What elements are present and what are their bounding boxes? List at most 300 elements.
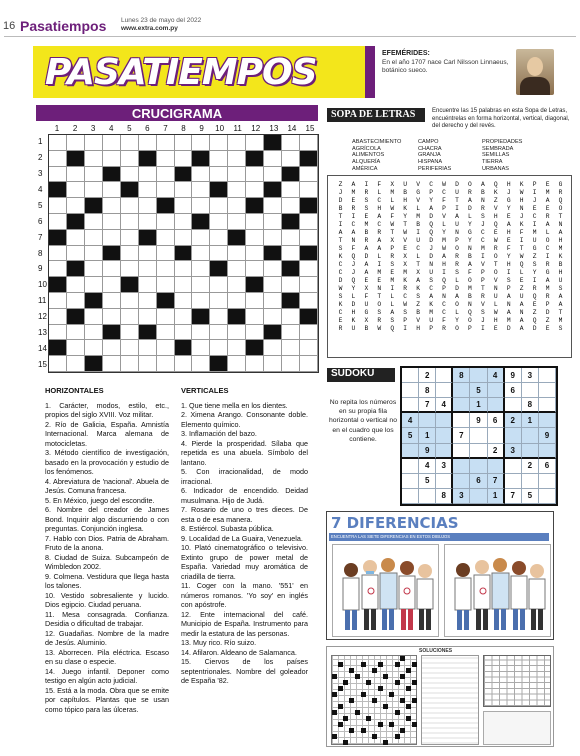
word-search-letter[interactable]: Q [429,229,433,236]
word-search-letter[interactable]: L [377,253,382,260]
word-search-letter[interactable]: K [519,181,524,188]
word-search-letter[interactable]: A [468,261,472,268]
word-search-letter[interactable]: Q [532,317,537,324]
word-search-letter[interactable]: F [468,269,472,276]
word-search-letter[interactable]: B [364,325,369,332]
crossword-cell[interactable] [67,325,85,341]
crossword-cell[interactable] [175,356,193,372]
word-search-letter[interactable]: C [338,269,343,276]
word-search-letter[interactable]: Q [493,181,498,188]
word-search-letter[interactable]: K [429,301,433,308]
word-search-letter[interactable]: D [429,213,433,220]
crossword-cell[interactable] [228,261,246,277]
word-search-letter[interactable]: O [558,205,563,212]
word-search-letter[interactable]: E [493,229,498,236]
sudoku-empty-cell[interactable] [470,428,487,443]
word-search-letter[interactable]: S [429,277,433,284]
crossword-cell[interactable] [139,261,157,277]
crossword-cell[interactable] [175,182,193,198]
word-search-letter[interactable]: F [351,245,356,252]
word-search-letter[interactable]: R [480,205,485,212]
crossword-cell[interactable] [300,356,318,372]
crossword-cell[interactable] [139,214,157,230]
word-search-letter[interactable]: A [545,221,550,228]
crossword-cell[interactable] [121,340,139,356]
word-search-letter[interactable]: R [532,285,537,292]
sudoku-empty-cell[interactable] [402,459,419,474]
crossword-cell[interactable] [210,340,228,356]
crossword-cell[interactable] [264,309,282,325]
crossword-cell[interactable] [67,356,85,372]
crossword-cell[interactable] [157,230,175,246]
word-search-letter[interactable]: V [480,261,485,268]
word-search-letter[interactable]: A [364,245,369,252]
crossword-cell[interactable] [228,182,246,198]
word-search-letter[interactable]: M [558,317,563,324]
word-search-letter[interactable]: Z [519,285,524,292]
word-search-letter[interactable]: T [558,213,563,220]
crossword-cell[interactable] [49,135,67,151]
sudoku-empty-cell[interactable] [436,368,453,383]
crossword-cell[interactable] [139,198,157,214]
word-search-letter[interactable]: A [519,301,524,308]
crossword-cell[interactable] [228,293,246,309]
word-search-letter[interactable]: W [519,253,524,260]
word-search-letter[interactable]: R [377,317,382,324]
word-search-letter[interactable]: R [390,253,395,260]
crossword-cell[interactable] [103,214,121,230]
word-search-letter[interactable]: L [442,221,446,228]
word-search-letter[interactable]: M [429,309,433,316]
crossword-cell[interactable] [175,261,193,277]
word-search-letter[interactable]: X [364,285,369,292]
word-search-letter[interactable]: I [377,261,382,268]
word-search-letter[interactable]: D [455,285,459,292]
crossword-cell[interactable] [210,293,228,309]
crossword-cell[interactable] [210,151,228,167]
word-search-letter[interactable]: F [506,245,511,252]
word-search-letter[interactable]: P [480,269,485,276]
word-search-letter[interactable]: G [506,197,511,204]
sudoku-empty-cell[interactable] [419,489,436,504]
crossword-cell[interactable] [264,167,282,183]
crossword-cell[interactable] [264,293,282,309]
word-search-letter[interactable]: L [351,293,356,300]
crossword-cell[interactable] [246,246,264,262]
word-search-letter[interactable]: B [480,189,485,196]
word-search-letter[interactable]: M [442,237,446,244]
crossword-cell[interactable] [175,230,193,246]
word-search-letter[interactable]: X [403,261,408,268]
sudoku-empty-cell[interactable] [436,474,453,489]
word-search-letter[interactable]: H [377,205,382,212]
crossword-cell[interactable] [264,277,282,293]
word-search-letter[interactable]: L [493,301,498,308]
word-search-letter[interactable]: I [442,269,446,276]
word-search-letter[interactable]: O [455,301,459,308]
word-search-letter[interactable]: E [403,245,408,252]
crossword-cell[interactable] [67,198,85,214]
crossword-cell[interactable] [157,135,175,151]
crossword-cell[interactable] [282,356,300,372]
sudoku-empty-cell[interactable] [488,459,505,474]
word-search-letter[interactable]: S [558,325,563,332]
sudoku-empty-cell[interactable] [453,383,470,398]
word-search-letter[interactable]: B [338,205,343,212]
sudoku-empty-cell[interactable] [402,489,419,504]
word-search-letter[interactable]: H [506,181,511,188]
word-search-letter[interactable]: R [442,325,446,332]
word-search-letter[interactable]: E [545,325,550,332]
crossword-cell[interactable] [103,293,121,309]
crossword-cell[interactable] [121,151,139,167]
crossword-cell[interactable] [210,309,228,325]
word-search-letter[interactable]: B [468,293,472,300]
word-search-letter[interactable]: X [403,253,408,260]
crossword-cell[interactable] [282,230,300,246]
crossword-cell[interactable] [49,214,67,230]
word-search-letter[interactable]: S [480,309,485,316]
word-search-letter[interactable]: A [468,197,472,204]
word-search-letter[interactable]: C [351,221,356,228]
crossword-cell[interactable] [85,309,103,325]
crossword-cell[interactable] [85,135,103,151]
sudoku-empty-cell[interactable] [453,398,470,413]
word-search-letter[interactable]: D [532,325,537,332]
word-search-letter[interactable]: J [351,269,356,276]
crossword-cell[interactable] [121,325,139,341]
crossword-cell[interactable] [210,198,228,214]
word-search-letter[interactable]: D [455,181,459,188]
word-search-letter[interactable]: O [493,269,498,276]
word-search-letter[interactable]: L [390,197,395,204]
word-search-letter[interactable]: M [416,213,421,220]
sudoku-empty-cell[interactable] [522,474,539,489]
word-search-letter[interactable]: S [364,197,369,204]
crossword-cell[interactable] [103,340,121,356]
word-search-letter[interactable]: Q [429,221,433,228]
crossword-cell[interactable] [246,182,264,198]
crossword-cell[interactable] [85,261,103,277]
word-search-letter[interactable]: I [532,277,537,284]
word-search-letter[interactable]: N [506,301,511,308]
crossword-cell[interactable] [210,246,228,262]
crossword-cell[interactable] [121,198,139,214]
word-search-letter[interactable]: R [545,213,550,220]
crossword-cell[interactable] [175,198,193,214]
word-search-letter[interactable]: Y [403,213,408,220]
sudoku-empty-cell[interactable] [402,368,419,383]
crossword-cell[interactable] [121,261,139,277]
word-search-letter[interactable]: Z [416,301,421,308]
word-search-letter[interactable]: I [480,253,485,260]
word-search-letter[interactable]: O [468,277,472,284]
word-search-letter[interactable]: H [493,213,498,220]
word-search-letter[interactable]: F [519,229,524,236]
word-search-letter[interactable]: L [455,309,459,316]
word-search-letter[interactable]: G [364,309,369,316]
word-search-letter[interactable]: H [506,229,511,236]
crossword-cell[interactable] [121,167,139,183]
sudoku-empty-cell[interactable] [436,413,453,428]
crossword-cell[interactable] [85,182,103,198]
crossword-cell[interactable] [246,261,264,277]
word-search-letter[interactable]: C [416,245,421,252]
crossword-cell[interactable] [300,277,318,293]
crossword-cell[interactable] [282,135,300,151]
crossword-cell[interactable] [67,230,85,246]
word-search-letter[interactable]: Y [442,229,446,236]
crossword-cell[interactable] [300,293,318,309]
word-search-letter[interactable]: R [364,189,369,196]
crossword-cell[interactable] [228,167,246,183]
word-search-letter[interactable]: R [493,245,498,252]
crossword-cell[interactable] [300,135,318,151]
word-search-letter[interactable]: Z [545,317,550,324]
word-search-letter[interactable]: U [351,325,356,332]
crossword-cell[interactable] [139,167,157,183]
sudoku-empty-cell[interactable] [402,444,419,459]
crossword-cell[interactable] [192,230,210,246]
word-search-letter[interactable]: A [506,293,511,300]
word-search-letter[interactable]: A [558,229,563,236]
word-search-letter[interactable]: K [351,317,356,324]
crossword-cell[interactable] [246,167,264,183]
word-search-letter[interactable]: W [493,309,498,316]
word-search-letter[interactable]: D [338,277,343,284]
word-search-letter[interactable]: A [364,269,369,276]
word-search-letter[interactable]: Z [493,197,498,204]
crossword-cell[interactable] [192,167,210,183]
word-search-letter[interactable]: G [545,269,550,276]
word-search-letter[interactable]: X [416,269,421,276]
crossword-cell[interactable] [139,309,157,325]
crossword-cell[interactable] [192,198,210,214]
word-search-letter[interactable]: F [390,213,395,220]
word-search-letter[interactable]: A [377,245,382,252]
crossword-cell[interactable] [282,277,300,293]
crossword-cell[interactable] [49,325,67,341]
word-search-letter[interactable]: C [442,189,446,196]
crossword-cell[interactable] [246,230,264,246]
word-search-letter[interactable]: W [403,229,408,236]
crossword-cell[interactable] [175,293,193,309]
crossword-cell[interactable] [139,246,157,262]
crossword-cell[interactable] [282,325,300,341]
word-search-letter[interactable]: Q [390,325,395,332]
crossword-cell[interactable] [246,214,264,230]
word-search-letter[interactable]: I [416,229,421,236]
sudoku-empty-cell[interactable] [539,383,556,398]
crossword-cell[interactable] [175,277,193,293]
word-search-letter[interactable]: J [338,189,343,196]
word-search-letter[interactable]: C [442,309,446,316]
crossword-cell[interactable] [210,230,228,246]
sudoku-empty-cell[interactable] [539,368,556,383]
word-search-letter[interactable]: K [519,221,524,228]
word-search-letter[interactable]: R [480,293,485,300]
word-search-letter[interactable]: P [390,245,395,252]
crossword-cell[interactable] [210,277,228,293]
word-search-letter[interactable]: A [480,181,485,188]
word-search-letter[interactable]: T [480,285,485,292]
crossword-cell[interactable] [175,135,193,151]
crossword-cell[interactable] [85,214,103,230]
word-search-letter[interactable]: S [506,277,511,284]
crossword-cell[interactable] [157,151,175,167]
crossword-cell[interactable] [49,167,67,183]
sudoku-empty-cell[interactable] [402,474,419,489]
word-search-letter[interactable]: S [403,309,408,316]
word-search-letter[interactable]: W [493,237,498,244]
header-url[interactable]: www.extra.com.py [121,25,178,32]
crossword-cell[interactable] [103,261,121,277]
crossword-cell[interactable] [85,340,103,356]
sudoku-empty-cell[interactable] [522,444,539,459]
sudoku-empty-cell[interactable] [539,474,556,489]
word-search-letter[interactable]: I [403,325,408,332]
crossword-cell[interactable] [228,277,246,293]
word-search-letter[interactable]: C [429,285,433,292]
word-search-letter[interactable]: A [390,309,395,316]
word-search-letter[interactable]: L [416,205,421,212]
word-search-letter[interactable]: E [545,205,550,212]
word-search-letter[interactable]: B [403,189,408,196]
word-search-letter[interactable]: C [480,237,485,244]
word-search-letter[interactable]: A [519,317,524,324]
word-search-letter[interactable]: H [558,269,563,276]
word-search-letter[interactable]: E [351,197,356,204]
word-search-letter[interactable]: A [416,277,421,284]
crossword-cell[interactable] [85,167,103,183]
word-search-letter[interactable]: U [493,293,498,300]
word-search-letter[interactable]: N [455,229,459,236]
word-search-letter[interactable]: A [455,293,459,300]
word-search-letter[interactable]: E [338,317,343,324]
word-search-letter[interactable]: U [558,277,563,284]
word-search-letter[interactable]: Q [351,277,356,284]
word-search-letter[interactable]: M [377,269,382,276]
word-search-letter[interactable]: M [364,221,369,228]
word-search-letter[interactable]: U [532,237,537,244]
word-search-letter[interactable]: D [364,253,369,260]
word-search-letter[interactable]: L [519,269,524,276]
word-search-letter[interactable]: H [558,237,563,244]
word-search-letter[interactable]: P [468,325,472,332]
sudoku-empty-cell[interactable] [488,398,505,413]
crossword-cell[interactable] [228,356,246,372]
sudoku-empty-cell[interactable] [488,383,505,398]
word-search-letter[interactable]: T [390,229,395,236]
crossword-cell[interactable] [192,340,210,356]
crossword-cell[interactable] [85,325,103,341]
word-search-letter[interactable]: K [558,253,563,260]
word-search-letter[interactable]: T [403,221,408,228]
crossword-cell[interactable] [103,198,121,214]
crossword-cell[interactable] [192,182,210,198]
crossword-cell[interactable] [228,340,246,356]
word-search-letter[interactable]: A [506,309,511,316]
crossword-cell[interactable] [157,277,175,293]
word-search-grid[interactable] [334,181,567,332]
crossword-cell[interactable] [67,246,85,262]
word-search-letter[interactable]: M [468,285,472,292]
word-search-letter[interactable]: Q [519,261,524,268]
word-search-letter[interactable]: E [364,213,369,220]
crossword-cell[interactable] [67,293,85,309]
word-search-letter[interactable]: W [377,325,382,332]
crossword-cell[interactable] [300,167,318,183]
sudoku-empty-cell[interactable] [453,444,470,459]
sudoku-empty-cell[interactable] [539,489,556,504]
word-search-letter[interactable]: K [403,205,408,212]
crossword-cell[interactable] [175,309,193,325]
crossword-cell[interactable] [121,293,139,309]
word-search-letter[interactable]: A [442,253,446,260]
crossword-cell[interactable] [103,135,121,151]
word-search-letter[interactable]: N [351,237,356,244]
sudoku-empty-cell[interactable] [488,428,505,443]
word-search-letter[interactable]: B [416,309,421,316]
crossword-cell[interactable] [49,261,67,277]
word-search-letter[interactable]: Z [532,253,537,260]
word-search-letter[interactable]: L [377,189,382,196]
crossword-cell[interactable] [282,246,300,262]
word-search-letter[interactable]: L [468,213,472,220]
word-search-letter[interactable]: M [390,277,395,284]
word-search-letter[interactable]: D [429,253,433,260]
crossword-cell[interactable] [103,230,121,246]
word-search-letter[interactable]: P [442,285,446,292]
word-search-letter[interactable]: I [480,325,485,332]
word-search-letter[interactable]: M [532,229,537,236]
word-search-letter[interactable]: M [403,269,408,276]
word-search-letter[interactable]: W [390,221,395,228]
word-search-letter[interactable]: A [558,293,563,300]
word-search-letter[interactable]: T [519,245,524,252]
crossword-cell[interactable] [300,340,318,356]
word-search-letter[interactable]: S [390,317,395,324]
word-search-letter[interactable]: R [351,205,356,212]
sudoku-empty-cell[interactable] [453,474,470,489]
word-search-letter[interactable]: H [519,197,524,204]
word-search-letter[interactable]: G [532,245,537,252]
word-search-letter[interactable]: C [338,309,343,316]
crossword-cell[interactable] [192,246,210,262]
word-search-letter[interactable]: U [519,293,524,300]
word-search-letter[interactable]: H [416,325,421,332]
sudoku-empty-cell[interactable] [436,444,453,459]
word-search-letter[interactable]: M [506,317,511,324]
word-search-letter[interactable]: V [416,197,421,204]
word-search-letter[interactable]: S [377,309,382,316]
crossword-cell[interactable] [121,246,139,262]
word-search-letter[interactable]: W [390,205,395,212]
word-search-letter[interactable]: P [532,181,537,188]
crossword-cell[interactable] [264,261,282,277]
crossword-cell[interactable] [228,198,246,214]
word-search-letter[interactable]: I [338,221,343,228]
sudoku-empty-cell[interactable] [453,459,470,474]
crossword-cell[interactable] [103,277,121,293]
crossword-cell[interactable] [192,356,210,372]
crossword-cell[interactable] [121,214,139,230]
crossword-cell[interactable] [139,182,157,198]
word-search-letter[interactable]: A [455,213,459,220]
crossword-cell[interactable] [85,246,103,262]
word-search-letter[interactable]: P [429,189,433,196]
word-search-letter[interactable]: N [442,293,446,300]
